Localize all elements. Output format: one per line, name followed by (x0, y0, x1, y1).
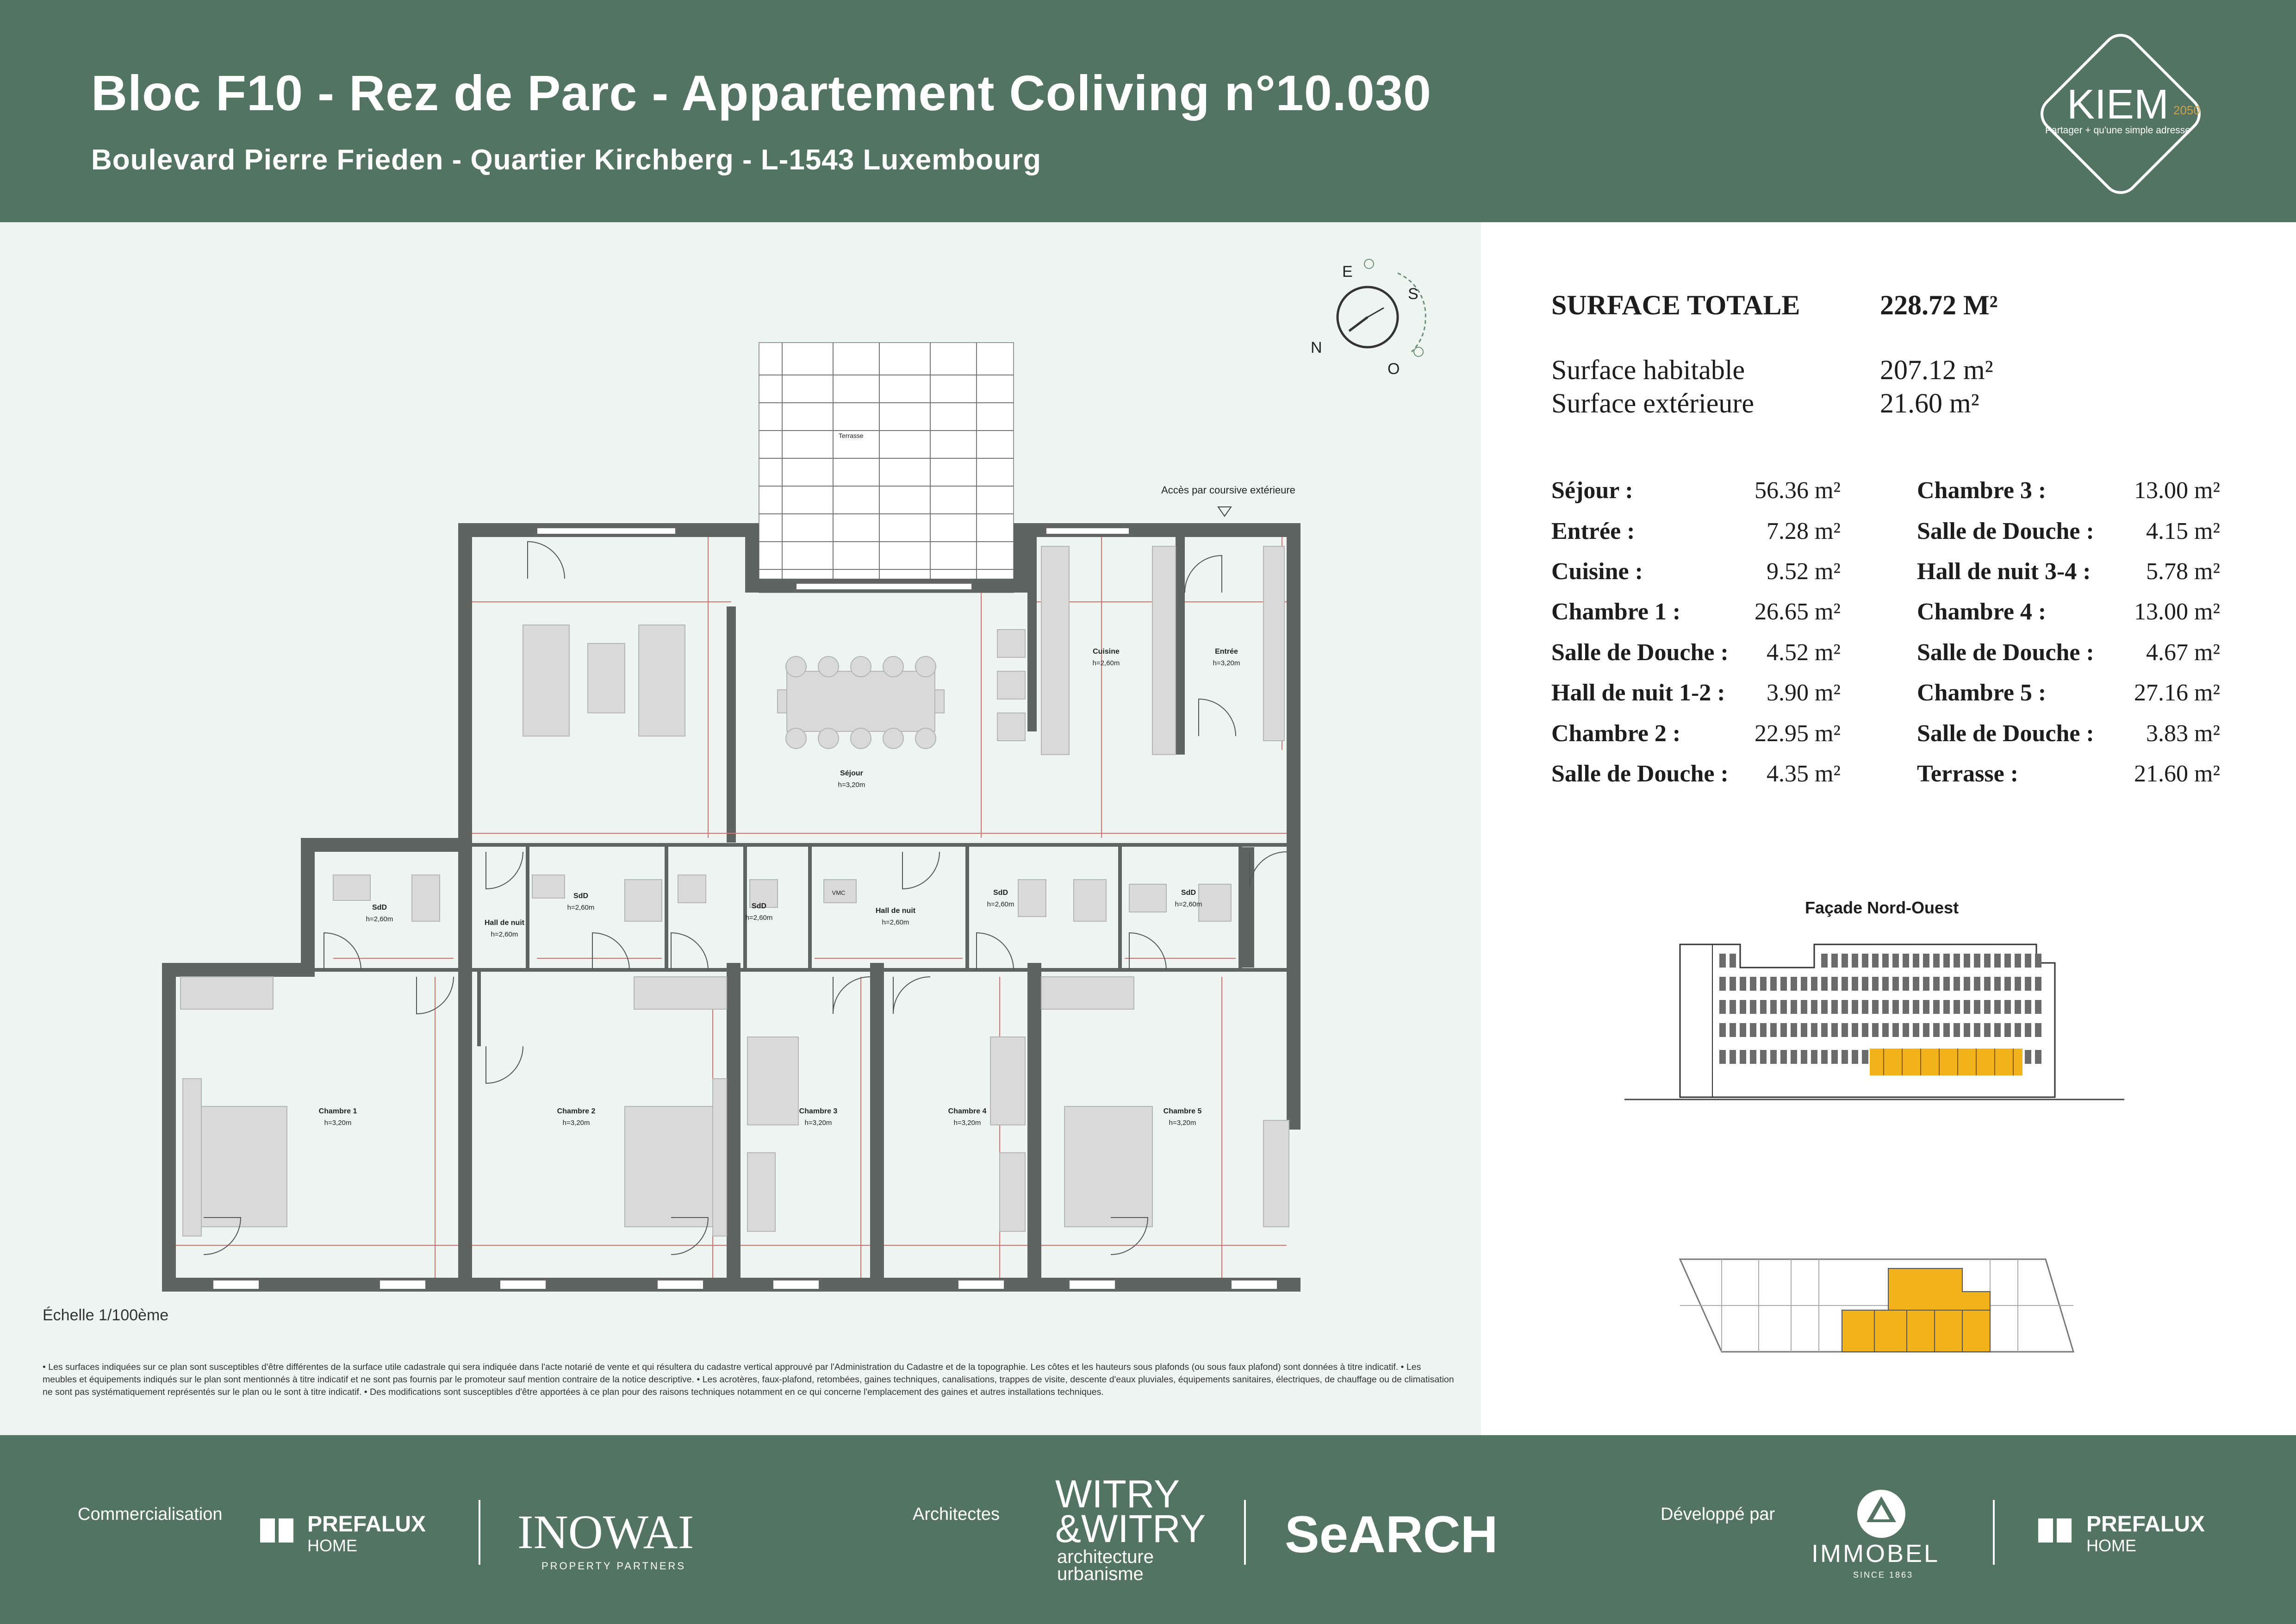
room-label: Chambre 1 : (1551, 599, 1681, 625)
facade-window (1842, 1050, 1848, 1064)
room-value: 13.00 m² (2134, 599, 2220, 625)
footer-divider (479, 1500, 480, 1565)
prefalux-block-icon (2038, 1518, 2053, 1543)
facade-window (1974, 954, 1980, 968)
facade-window (1903, 1000, 1909, 1014)
facade-window (1730, 1000, 1736, 1014)
chambre2-label: Chambre 2 (557, 1107, 596, 1115)
sdd4-height: h=2,60m (987, 900, 1014, 908)
hall12-label: Hall de nuit (484, 919, 525, 927)
compass-icon (1311, 259, 1425, 378)
facade-window (1984, 1000, 1991, 1014)
sejour-label: Séjour (840, 769, 863, 777)
prefalux-block-icon (279, 1518, 293, 1543)
page-subtitle: Boulevard Pierre Frieden - Quartier Kirchberg - L-1543 Luxembourg (91, 144, 1041, 176)
room-label: Chambre 4 : (1917, 599, 2047, 625)
facade-window (1750, 977, 1756, 991)
facade-window (1933, 977, 1940, 991)
room-value: 3.90 m² (1766, 680, 1841, 706)
facade-window (1811, 1023, 1817, 1037)
facade-window (1882, 1023, 1889, 1037)
room-label: Salle de Douche : (1917, 639, 2094, 666)
sdd4-label: SdD (993, 889, 1008, 897)
facade-window (1923, 1000, 1929, 1014)
vmc-label: VMC (832, 889, 846, 896)
room-label: Séjour : (1551, 477, 1633, 504)
sejour-height: h=3,20m (838, 781, 865, 789)
facade-window (1801, 1023, 1807, 1037)
compass-s: S (1408, 285, 1419, 303)
facade-window (1954, 954, 1960, 968)
disclaimer-text: • Les surfaces indiquées sur ce plan sont susceptibles d'être différentes de la surface utile cadastrale qui sera indiquée dans l'acte notarié de vente et qui résultera du cadastre vertical approuvé par l'Administration du Cadastre et de la topographie. Les côtes et les hauteurs sous plafonds (ou sous faux plafond) sont données à titre indicatif. • Les meubles et équipements indiqués sur le plan sont mentionnés à titre indicatif et ne sont pas fournis par le promoteur sauf mention contraire de la notice descriptive. • Les acrotères, faux-plafond, retombées, gaines techniques, canalisations, trappes de visite, descente d'eaux pluviales, équipements sanitaires, électriques, de chauffage ou de climatisation ne sont pas systématiquement représentés sur le plan ou le sont à titre indicatif. • Des modifications sont susceptibles d'être apportées à ce plan pour des raisons techniques notamment en ce qui concerne l'emplacement des gaines et autres installations techniques. (43, 1362, 1454, 1397)
facade-window (1770, 977, 1777, 991)
chambre1-label: Chambre 1 (318, 1107, 357, 1115)
entree-label: Entrée (1215, 648, 1238, 656)
facade-window (1821, 1050, 1828, 1064)
inowai-subtitle: PROPERTY PARTNERS (541, 1560, 686, 1572)
facade-window (1842, 954, 1848, 968)
sdd3-height: h=2,60m (745, 914, 773, 922)
facade-window (1831, 1023, 1838, 1037)
facade-window (2015, 1023, 2021, 1037)
facade-window (1852, 1023, 1858, 1037)
facade-window (1770, 1050, 1777, 1064)
facade-window (1852, 977, 1858, 991)
facade-window (1730, 954, 1736, 968)
inowai-logo: INOWAI (517, 1505, 694, 1559)
search-logo: SeARCH (1285, 1505, 1498, 1563)
facade-window (1831, 954, 1838, 968)
facade-window (2035, 1000, 2041, 1014)
header-bar (0, 0, 2296, 222)
facade-window (1730, 977, 1736, 991)
facade-window (1780, 977, 1787, 991)
room-value: 21.60 m² (2134, 761, 2220, 787)
facade-window (1801, 1000, 1807, 1014)
hall34-height: h=2,60m (882, 918, 909, 926)
facade-window (1760, 1000, 1767, 1014)
prefalux-block-icon (260, 1518, 275, 1543)
developpe-label: Développé par (1661, 1505, 1775, 1524)
facade-window (2015, 977, 2021, 991)
hall34-label: Hall de nuit (875, 907, 916, 915)
facade-window (1780, 1023, 1787, 1037)
chambre4-height: h=3,20m (953, 1119, 981, 1127)
immobel-emblem-icon (1854, 1486, 1909, 1542)
prefalux-name-right: PREFALUX (2086, 1512, 2205, 1537)
facade-window (1780, 1050, 1787, 1064)
compass-e: E (1342, 263, 1353, 281)
facade-window (1791, 1000, 1797, 1014)
sdd1-label: SdD (372, 904, 387, 912)
facade-window (1892, 977, 1899, 991)
facade-window (1791, 1050, 1797, 1064)
room-label: Chambre 5 : (1917, 680, 2047, 706)
room-value: 4.15 m² (2146, 518, 2220, 544)
facade-window (1943, 1000, 1950, 1014)
facade-window (1892, 1000, 1899, 1014)
witry-logo-line2: &WITRY (1055, 1507, 1206, 1550)
terrace (759, 343, 1014, 593)
facade-window (1811, 1000, 1817, 1014)
facade-window (1811, 977, 1817, 991)
facade-window (1760, 1023, 1767, 1037)
facade-window (1821, 977, 1828, 991)
facade-window (1791, 977, 1797, 991)
total-surface-label: SURFACE TOTALE (1551, 290, 1800, 320)
facade-window (1719, 1050, 1726, 1064)
chambre5-height: h=3,20m (1169, 1119, 1196, 1127)
facade-window (1719, 1000, 1726, 1014)
facade-window (1933, 1023, 1940, 1037)
facade-window (2025, 954, 2031, 968)
room-value: 4.35 m² (1766, 761, 1841, 787)
witry-logo-line1: WITRY (1055, 1472, 1180, 1516)
room-label: Terrasse : (1917, 761, 2019, 787)
room-value: 27.16 m² (2134, 680, 2220, 706)
facade-window (1943, 1023, 1950, 1037)
facade-window (1964, 1023, 1970, 1037)
facade-window (1760, 1050, 1767, 1064)
facade-window (1872, 977, 1879, 991)
facade-window (2035, 1050, 2041, 1064)
facade-window (1740, 1023, 1746, 1037)
facade-window (1821, 1000, 1828, 1014)
facade-window (1852, 954, 1858, 968)
facade-window (1923, 954, 1929, 968)
facade-window (1852, 1000, 1858, 1014)
room-value: 9.52 m² (1766, 558, 1841, 585)
facade-window (1750, 1050, 1756, 1064)
facade-window (1801, 1050, 1807, 1064)
kiem-logo (2035, 28, 2201, 194)
facade-window (1842, 1023, 1848, 1037)
prefalux-name-left: PREFALUX (307, 1512, 426, 1537)
facade-title: Façade Nord-Ouest (1805, 898, 1959, 917)
compass-o: O (1388, 360, 1400, 378)
facade-window (1791, 1023, 1797, 1037)
chambre1-height: h=3,20m (324, 1119, 352, 1127)
access-arrow-icon (1218, 507, 1231, 516)
chambre2-height: h=3,20m (562, 1119, 590, 1127)
facade-window (1923, 1023, 1929, 1037)
access-label: Accès par coursive extérieure (1161, 484, 1295, 496)
hall12-height: h=2,60m (491, 931, 518, 938)
facade-window (1730, 1050, 1736, 1064)
facade-window (1831, 1050, 1838, 1064)
facade-window (1954, 977, 1960, 991)
facade-window (1974, 1000, 1980, 1014)
immobel-since: SINCE 1863 (1853, 1570, 1914, 1580)
facade-window (2015, 954, 2021, 968)
footer-divider (1244, 1500, 1246, 1565)
facade-window (2035, 977, 2041, 991)
facade-window (1811, 1050, 1817, 1064)
kiem-logo-year: 2050 (2173, 103, 2200, 117)
prefalux-sub-right: HOME (2086, 1536, 2136, 1555)
facade-window (1821, 954, 1828, 968)
facade-window (1770, 1000, 1777, 1014)
facade-window (1750, 1023, 1756, 1037)
room-value: 4.67 m² (2146, 639, 2220, 666)
habitable-surface-label: Surface habitable (1551, 355, 1745, 385)
facade-window (1903, 1023, 1909, 1037)
site-plan (1666, 1250, 2110, 1370)
facade-window (1882, 1000, 1889, 1014)
facade-window (1903, 977, 1909, 991)
facade-window (1730, 1023, 1736, 1037)
kiem-logo-tagline: Partager + qu'une simple adresse (2045, 125, 2190, 136)
facade-window (1913, 977, 1919, 991)
facade-window (1862, 1023, 1868, 1037)
facade-window (1862, 1000, 1868, 1014)
facade-window (1964, 977, 1970, 991)
facade-window (2035, 954, 2041, 968)
room-label: Chambre 3 : (1917, 477, 2047, 504)
facade-window (1862, 954, 1868, 968)
facade-window (1923, 977, 1929, 991)
facade-window (2004, 954, 2011, 968)
facade-window (1801, 977, 1807, 991)
facade-window (1882, 954, 1889, 968)
room-value: 22.95 m² (1754, 720, 1841, 747)
room-label: Salle de Douche : (1917, 518, 2094, 544)
facade-window (1852, 1050, 1858, 1064)
facade-window (1892, 1023, 1899, 1037)
facade-window (1984, 1023, 1991, 1037)
facade-window (1994, 1000, 2001, 1014)
facade-window (1872, 954, 1879, 968)
room-value: 3.83 m² (2146, 720, 2220, 747)
facade-window (1913, 954, 1919, 968)
witry-sub-line2: urbanisme (1057, 1564, 1144, 1584)
witry-sub-line1: architecture (1057, 1547, 1154, 1567)
exterior-surface-value: 21.60 m² (1880, 388, 1979, 418)
sdd5-label: SdD (1181, 889, 1196, 897)
sdd3-label: SdD (752, 902, 766, 910)
scale-text: Échelle 1/100ème (43, 1306, 169, 1324)
facade-window (1994, 977, 2001, 991)
facade-window (1750, 1000, 1756, 1014)
kiem-logo-text: KIEM (2066, 81, 2169, 128)
room-label: Hall de nuit 3-4 : (1917, 558, 2091, 585)
room-label: Salle de Douche : (1917, 720, 2094, 747)
facade-window (1943, 977, 1950, 991)
architectes-label: Architectes (913, 1505, 1000, 1524)
room-label: Chambre 2 : (1551, 720, 1681, 747)
facade-window (1913, 1023, 1919, 1037)
room-value: 5.78 m² (2146, 558, 2220, 585)
facade-window (1719, 954, 1726, 968)
facade-window (1933, 1000, 1940, 1014)
facade-window (1719, 1023, 1726, 1037)
facade-window (1994, 954, 2001, 968)
facade-window (1913, 1000, 1919, 1014)
facade-window (1964, 954, 1970, 968)
facade-window (2035, 1023, 2041, 1037)
facade-drawing (1620, 926, 2129, 1111)
facade-window (1903, 954, 1909, 968)
facade-window (1842, 1000, 1848, 1014)
room-value: 4.52 m² (1766, 639, 1841, 666)
facade-window (1760, 977, 1767, 991)
prefalux-sub-left: HOME (307, 1536, 357, 1555)
facade-window (1974, 977, 1980, 991)
facade-window (1872, 1000, 1879, 1014)
chambre3-height: h=3,20m (804, 1119, 832, 1127)
facade-window (2025, 977, 2031, 991)
room-value: 56.36 m² (1754, 477, 1841, 504)
room-label: Salle de Douche : (1551, 761, 1729, 787)
facade-window (1862, 1050, 1868, 1064)
facade-window (1882, 977, 1889, 991)
facade-window (1831, 977, 1838, 991)
chambre3-label: Chambre 3 (799, 1107, 838, 1115)
chambre5-label: Chambre 5 (1163, 1107, 1202, 1115)
facade-window (1984, 977, 1991, 991)
room-label: Hall de nuit 1-2 : (1551, 680, 1725, 706)
facade-window (2004, 1023, 2011, 1037)
room-label: Salle de Douche : (1551, 639, 1729, 666)
room-label: Entrée : (1551, 518, 1635, 544)
sdd2-height: h=2,60m (567, 904, 595, 912)
facade-window (2004, 1000, 2011, 1014)
facade-window (1872, 1023, 1879, 1037)
compass-n: N (1311, 339, 1322, 356)
facade-window (2025, 1000, 2031, 1014)
facade-window (1842, 977, 1848, 991)
sdd2-label: SdD (573, 892, 588, 900)
footer-divider (1993, 1500, 1995, 1565)
facade-window (1984, 954, 1991, 968)
room-value: 13.00 m² (2134, 477, 2220, 504)
room-label: Cuisine : (1551, 558, 1643, 585)
facade-window (1740, 1050, 1746, 1064)
cuisine-height: h=2,60m (1092, 659, 1120, 667)
facade-window (1933, 954, 1940, 968)
facade-window (2015, 1000, 2021, 1014)
facade-window (1954, 1023, 1960, 1037)
commercialisation-label: Commercialisation (78, 1505, 223, 1524)
habitable-surface-value: 207.12 m² (1880, 355, 1993, 385)
immobel-logo: IMMOBEL (1811, 1540, 1940, 1568)
facade-highlight (1870, 1049, 2022, 1075)
facade-window (1974, 1023, 1980, 1037)
facade-window (1831, 1000, 1838, 1014)
prefalux-block-icon (2057, 1518, 2072, 1543)
terrace-label: Terrasse (839, 432, 864, 439)
facade-window (1821, 1023, 1828, 1037)
facade-window (1780, 1000, 1787, 1014)
facade-window (2004, 977, 2011, 991)
entree-height: h=3,20m (1213, 659, 1240, 667)
floor-plan (0, 222, 1481, 1435)
sdd1-height: h=2,60m (366, 915, 393, 923)
facade-window (1740, 977, 1746, 991)
facade-window (1964, 1000, 1970, 1014)
total-surface-value: 228.72 M² (1880, 290, 1998, 320)
facade-window (1862, 977, 1868, 991)
facade-window (1892, 954, 1899, 968)
facade-window (1994, 1023, 2001, 1037)
facade-window (1770, 1023, 1777, 1037)
page-title: Bloc F10 - Rez de Parc - Appartement Coliving n°10.030 (91, 65, 1431, 121)
facade-window (1954, 1000, 1960, 1014)
chambre4-label: Chambre 4 (948, 1107, 987, 1115)
sdd5-height: h=2,60m (1175, 900, 1202, 908)
facade-window (2025, 1023, 2031, 1037)
facade-window (1943, 954, 1950, 968)
cuisine-label: Cuisine (1093, 648, 1120, 656)
exterior-surface-label: Surface extérieure (1551, 388, 1755, 418)
facade-window (2025, 1050, 2031, 1064)
facade-window (1719, 977, 1726, 991)
facade-window (1740, 1000, 1746, 1014)
room-value: 26.65 m² (1754, 599, 1841, 625)
room-value: 7.28 m² (1766, 518, 1841, 544)
